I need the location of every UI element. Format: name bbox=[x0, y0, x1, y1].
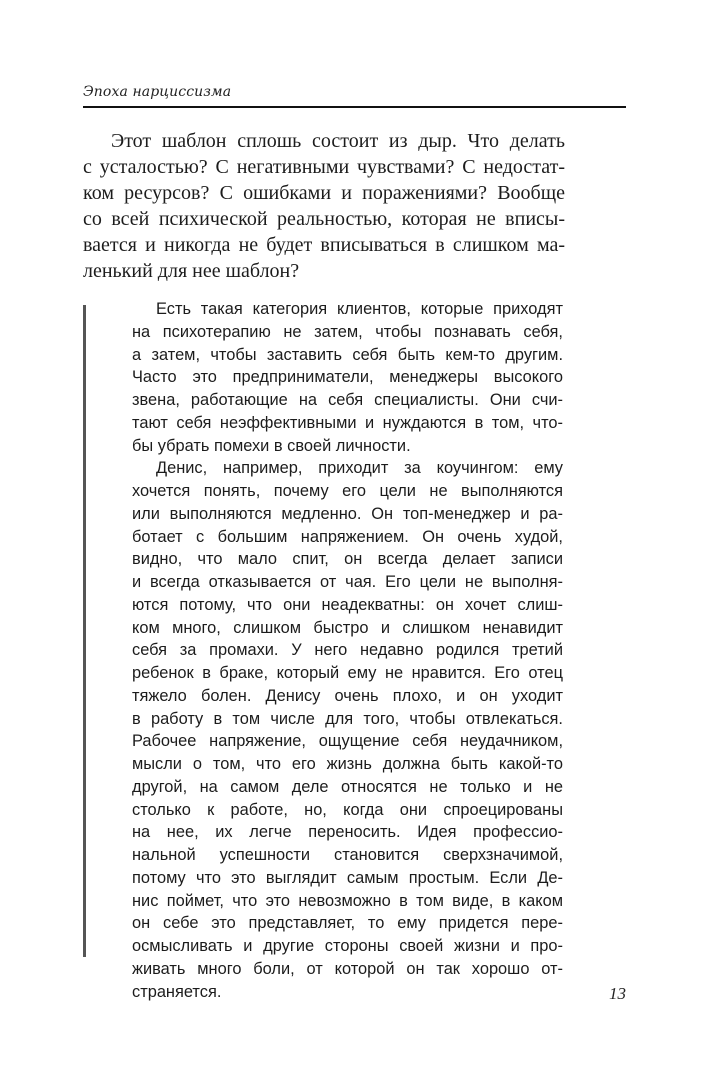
text-line: нис поймет, что это невозможно в том виде, в каком bbox=[132, 891, 563, 910]
text-line: со всей психической реальностью, которая не вписы- bbox=[83, 208, 565, 230]
text-line: Денис, например, приходит за коучингом: ему bbox=[156, 459, 563, 478]
text-line: другой, на самом деле относятся не только и не bbox=[132, 777, 563, 796]
text-line: вается и никогда не будет вписываться в слишком ма- bbox=[83, 234, 565, 256]
text-line: бы убрать помехи в своей личности. bbox=[132, 436, 411, 455]
text-line: мысли о том, что его жизнь должна быть какой-то bbox=[132, 755, 563, 773]
text-line: ботает с большим напряжением. Он очень худой, bbox=[132, 527, 563, 546]
text-line: с усталостью? С негативными чувствами? С недостат- bbox=[83, 156, 565, 178]
case-block bbox=[132, 298, 563, 1003]
text-line: он себе это представляет, то ему придется пере- bbox=[132, 914, 563, 933]
text-line: на нее, их легче переносить. Идея профессио- bbox=[132, 823, 563, 842]
running-title: Эпоха нарциссизма bbox=[83, 84, 232, 100]
text-line: ребенок в браке, который ему не нравится. Его отец bbox=[132, 664, 563, 682]
main-paragraph bbox=[83, 128, 565, 284]
text-line: страняется. bbox=[132, 982, 222, 1001]
text-line: а затем, чтобы заставить себя быть кем-то другим. bbox=[132, 345, 563, 364]
text-line: на психотерапию не затем, чтобы познавать себя, bbox=[132, 322, 563, 341]
text-line: ком много, слишком быстро и слишком ненавидит bbox=[132, 618, 563, 637]
text-line: звена, работающие на себя специалисты. Они счи- bbox=[132, 391, 563, 409]
text-line: живать много боли, от которой он так хорошо от- bbox=[132, 959, 563, 978]
header-rule bbox=[83, 106, 626, 108]
page-number: 13 bbox=[609, 984, 626, 1003]
text-line: нальной успешности становится сверхзначимой, bbox=[132, 846, 563, 864]
text-line: Есть такая категория клиентов, которые приходят bbox=[156, 300, 563, 318]
text-line: ленький для нее шаблон? bbox=[83, 260, 300, 282]
text-line: в работу в том числе для того, чтобы отвлекаться. bbox=[132, 709, 563, 728]
text-line: потому что это выглядит самым простым. Если Де- bbox=[132, 868, 563, 887]
text-line: и всегда отказывается от чая. Его цели не выполня- bbox=[132, 573, 563, 591]
text-line: ются потому, что они неадекватны: он хочет слиш- bbox=[132, 595, 563, 614]
text-line: Рабочее напряжение, ощущение себя неудачником, bbox=[132, 732, 563, 751]
text-line: себя за промахи. У него недавно родился третий bbox=[132, 641, 563, 660]
text-line: Часто это предприниматели, менеджеры высокого bbox=[132, 368, 563, 387]
text-line: Этот шаблон сплошь состоит из дыр. Что делать bbox=[111, 130, 565, 152]
text-line: или выполняются медленно. Он топ-менеджер и ра- bbox=[132, 504, 563, 523]
text-line: ком ресурсов? С ошибками и поражениями? Вообще bbox=[83, 182, 565, 204]
case-block-sidebar-rule bbox=[83, 305, 86, 957]
case-paragraph-1 bbox=[132, 298, 563, 457]
text-line: видно, что мало спит, он всегда делает записи bbox=[132, 550, 563, 569]
text-line: столько к работе, но, когда они спроецированы bbox=[132, 800, 563, 819]
case-paragraph-2 bbox=[132, 457, 563, 1003]
text-line: тают себя неэффективными и нуждаются в том, что- bbox=[132, 413, 563, 432]
text-line: осмысливать и другие стороны своей жизни и про- bbox=[132, 937, 563, 955]
text-line: хочется понять, почему его цели не выполняются bbox=[132, 482, 563, 500]
text-line: тяжело болен. Денису очень плохо, и он уходит bbox=[132, 686, 563, 705]
